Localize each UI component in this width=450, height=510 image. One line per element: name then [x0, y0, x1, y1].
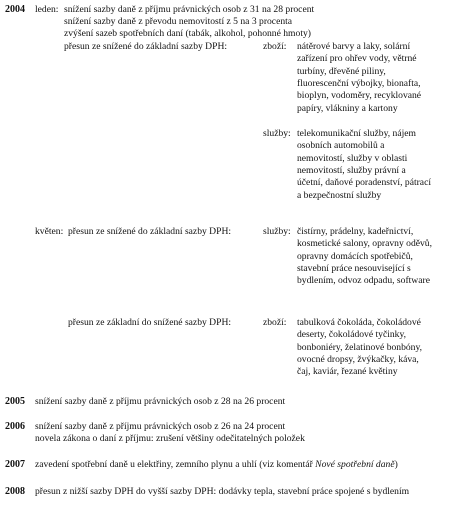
category-line: fluorescenční výbojky, bionafta,: [297, 78, 421, 89]
month-leden: leden:: [35, 4, 59, 15]
category-line: bioplyn, vodoměry, recyklované: [297, 90, 422, 101]
category-label: služby:: [263, 128, 291, 139]
category-line: ovocné dropsy, žvýkačky, káva,: [297, 354, 419, 365]
category-line: čistírny, prádelny, kadeřnictví,: [297, 226, 414, 237]
entry-line: přesun ze snížené do základní sazby DPH:: [68, 226, 232, 237]
entry-line: snížení sazby daně z příjmu právnických osob z 26 na 24 procent: [35, 421, 286, 432]
year-2006: 2006: [5, 421, 25, 432]
year-2007: 2007: [5, 459, 25, 470]
category-line: tabulková čokoláda, čokoládové: [297, 317, 421, 328]
entry-line: zvýšení sazeb spotřebních daní (tabák, alkohol, pohonné hmoty): [64, 28, 311, 39]
category-line: osobních automobilů a: [297, 140, 385, 151]
category-line: bydlením, odvoz odpadu, software: [297, 275, 430, 286]
category-label: zboží:: [263, 317, 287, 328]
category-line: telekomunikační služby, nájem: [297, 128, 416, 139]
category-line: zařízení pro ohřev vody, větrné: [297, 53, 417, 64]
month-kveten: květen:: [35, 226, 64, 237]
category-line: kosmetické salony, opravny oděvů,: [297, 238, 432, 249]
category-line: čaj, kaviár, řezané květiny: [297, 366, 398, 377]
category-line: deserty, čokoládové tyčinky,: [297, 329, 407, 340]
entry-line-2007: [35, 459, 398, 471]
comment-reference: Nové spotřební daně: [315, 459, 395, 470]
entry-line: novela zákona o daní z příjmu: zrušení většiny odečitatelných položek: [35, 433, 305, 444]
entry-line: snížení sazby daně z převodu nemovitostí z 5 na 3 procenta: [64, 16, 293, 27]
year-2005: 2005: [5, 396, 25, 407]
entry-line: snížení sazby daně z příjmu právnických osob z 31 na 28 procent: [64, 4, 315, 15]
category-line: papíry, vlákniny a kartony: [297, 103, 398, 114]
category-label: zboží:: [263, 41, 287, 52]
year-2004: 2004: [5, 4, 25, 15]
category-line: a bezpečnostní služby: [297, 190, 382, 201]
category-label: služby:: [263, 226, 291, 237]
entry-line: snížení sazby daně z příjmu právnických osob z 28 na 26 procent: [35, 396, 286, 407]
entry-text: zavedení spotřební daně u elektřiny, zemního plynu a uhlí (viz komentář: [35, 459, 316, 470]
category-line: nemovitostí, služby právní a: [297, 165, 406, 176]
entry-line: přesun ze základní do snížené sazby DPH:: [68, 317, 232, 328]
category-line: turbíny, dřevěné piliny,: [297, 66, 386, 77]
entry-line: přesun z nižší sazby DPH do vyšší sazby DPH: dodávky tepla, stavební práce spojené s bydlením: [35, 486, 410, 497]
year-2008: 2008: [5, 486, 25, 497]
category-line: nátěrové barvy a laky, solární: [297, 41, 411, 52]
category-line: stavební práce nesouvisející s: [297, 263, 411, 274]
entry-tail: ): [394, 459, 398, 470]
category-line: nemovitostí, služby v oblasti: [297, 153, 408, 164]
entry-line: přesun ze snížené do základní sazby DPH:: [64, 41, 228, 52]
category-line: účetní, daňové poradenství, pátrací: [297, 177, 431, 188]
category-line: bonboniéry, želatinové bonbóny,: [297, 342, 423, 353]
category-line: opravny domácích spotřebičů,: [297, 251, 413, 262]
